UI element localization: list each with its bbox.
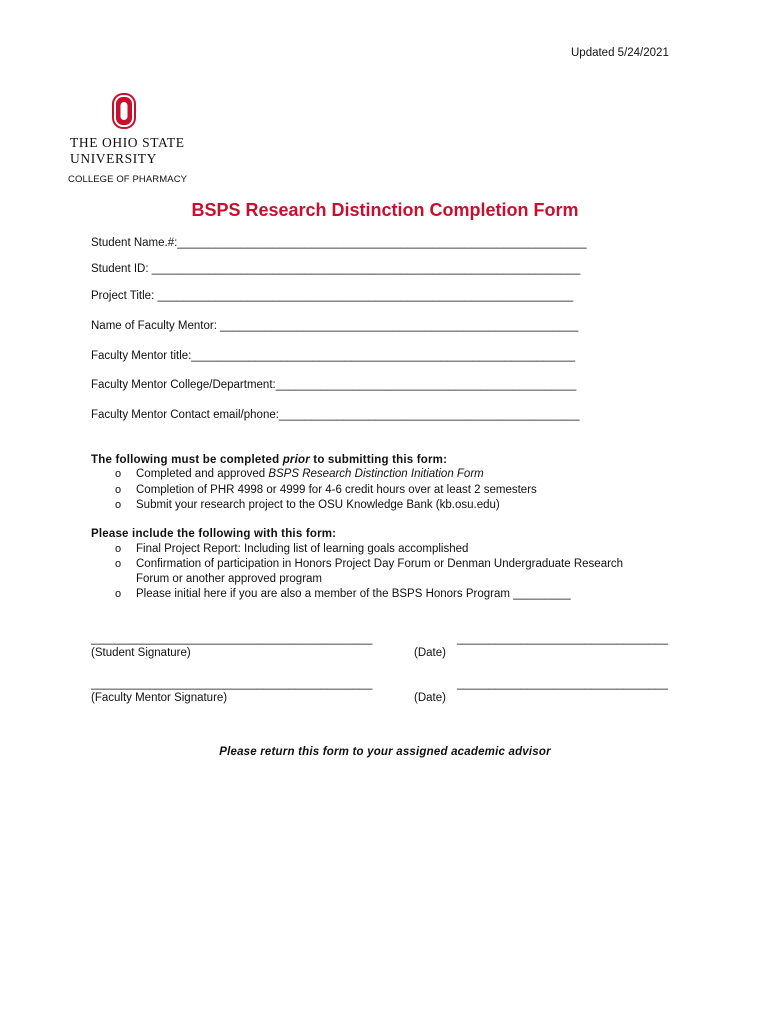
- university-name-line1: THE OHIO STATE: [70, 135, 185, 150]
- prior-head-before: The following must be completed: [91, 454, 283, 466]
- form-title: BSPS Research Distinction Completion Form: [191, 200, 579, 220]
- faculty-mentor-name-field[interactable]: Name of Faculty Mentor: ________________________________________________________: [91, 320, 579, 332]
- university-name-line2: UNIVERSITY: [70, 151, 157, 166]
- mentor-date-label: (Date): [414, 692, 446, 704]
- mentor-signature-line[interactable]: ____________________________________________: [91, 678, 373, 690]
- student-id-field[interactable]: Student ID: ___________________________________________________________________: [91, 263, 581, 275]
- list-item: Submit your research project to the OSU Knowledge Bank (kb.osu.edu): [136, 499, 500, 511]
- honors-initial-field[interactable]: Please initial here if you are also a member of the BSPS Honors Program _________: [136, 588, 571, 600]
- return-instructions: Please return this form to your assigned academic advisor: [219, 746, 551, 758]
- list-item-text: Completed and approved: [136, 468, 269, 480]
- faculty-mentor-department-field[interactable]: Faculty Mentor College/Department:_______________________________________________: [91, 379, 577, 391]
- ohio-state-block-o-logo: [111, 92, 137, 130]
- bullet-mark: o: [115, 484, 122, 496]
- bullet-mark: o: [115, 558, 122, 570]
- college-name: COLLEGE OF PHARMACY: [68, 174, 188, 185]
- student-date-line[interactable]: _________________________________: [457, 633, 669, 645]
- initiation-form-name: BSPS Research Distinction Initiation Form: [268, 468, 484, 480]
- prior-head-emph: prior: [282, 454, 310, 466]
- mentor-signature-label: (Faculty Mentor Signature): [91, 692, 228, 704]
- list-item: Confirmation of participation in Honors Project Day Forum or Denman Undergraduate Research: [136, 558, 624, 570]
- bullet-mark: o: [115, 468, 122, 480]
- prior-requirements-heading: [91, 454, 447, 466]
- bullet-mark: o: [115, 499, 122, 511]
- project-title-field[interactable]: Project Title: _________________________________________________________________: [91, 290, 574, 302]
- faculty-mentor-title-field[interactable]: Faculty Mentor title:____________________________________________________________: [91, 350, 576, 362]
- student-signature-label: (Student Signature): [91, 647, 191, 659]
- list-item-continuation: Forum or another approved program: [136, 573, 323, 585]
- list-item: [136, 468, 484, 480]
- student-signature-line[interactable]: ____________________________________________: [91, 633, 373, 645]
- bullet-mark: o: [115, 588, 122, 600]
- list-item: Completion of PHR 4998 or 4999 for 4-6 credit hours over at least 2 semesters: [136, 484, 537, 496]
- list-item: Final Project Report: Including list of learning goals accomplished: [136, 543, 469, 555]
- mentor-date-line[interactable]: _________________________________: [457, 678, 669, 690]
- include-heading: Please include the following with this form:: [91, 528, 337, 540]
- updated-date: Updated 5/24/2021: [571, 47, 669, 59]
- student-date-label: (Date): [414, 647, 446, 659]
- student-name-field[interactable]: Student Name.#:________________________________________________________________: [91, 237, 587, 249]
- faculty-mentor-contact-field[interactable]: Faculty Mentor Contact email/phone:_______________________________________________: [91, 409, 580, 421]
- bullet-mark: o: [115, 543, 122, 555]
- prior-head-after: to submitting this form:: [309, 454, 448, 466]
